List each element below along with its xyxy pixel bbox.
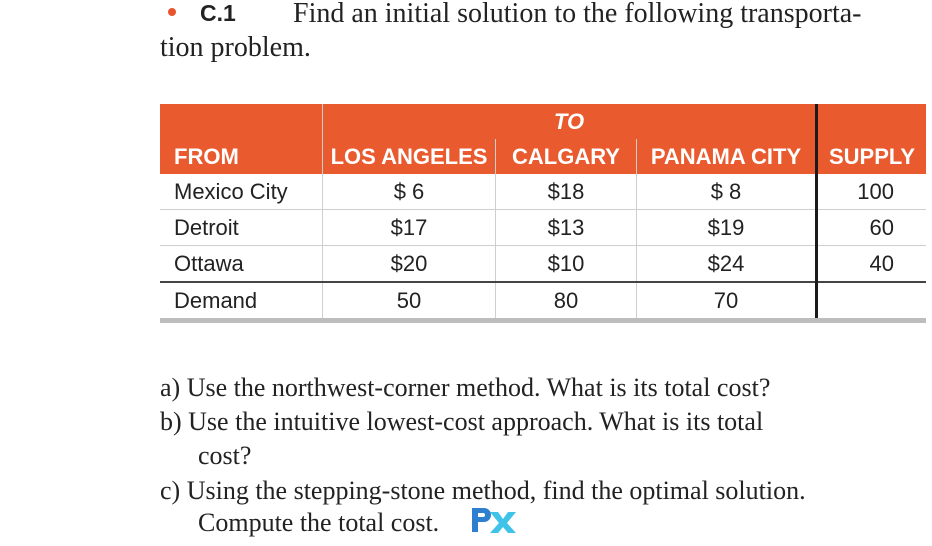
cost-cell: $10 [496, 246, 637, 283]
header-from: FROM [160, 139, 323, 174]
px-logo-icon [470, 504, 518, 534]
demand-cell: 50 [323, 282, 496, 321]
table-row [160, 246, 926, 283]
supply-cell: 100 [817, 174, 927, 210]
cost-cell: $24 [637, 246, 817, 283]
transportation-table [160, 104, 926, 323]
header-calgary: CALGARY [496, 139, 637, 174]
supply-cell: 40 [817, 246, 927, 283]
question-text-line1: Find an initial solution to the following transporta- [293, 0, 862, 29]
cost-cell: $17 [323, 210, 496, 246]
part-c-line1: c) Using the stepping-stone method, find the optimal solution. [160, 476, 806, 505]
header-los-angeles: LOS ANGELES [323, 139, 496, 174]
cost-cell: $ 6 [323, 174, 496, 210]
demand-label: Demand [160, 282, 323, 321]
demand-supply-cell [817, 282, 927, 321]
demand-cell: 70 [637, 282, 817, 321]
row-source: Ottawa [160, 246, 323, 283]
question-text-line2: tion problem. [160, 32, 311, 63]
part-b-line2: cost? [198, 441, 252, 470]
question-number: C.1 [200, 0, 236, 26]
cost-cell: $ 8 [637, 174, 817, 210]
cost-cell: $13 [496, 210, 637, 246]
header-panama-city: PANAMA CITY [637, 139, 817, 174]
cost-cell: $20 [323, 246, 496, 283]
supply-cell: 60 [817, 210, 927, 246]
bullet-icon [168, 8, 176, 16]
part-c-line2: Compute the total cost. [198, 508, 440, 537]
row-source: Mexico City [160, 174, 323, 210]
row-source: Detroit [160, 210, 323, 246]
to-label: TO [323, 104, 817, 139]
to-header-row [160, 104, 926, 139]
table-row [160, 174, 926, 210]
part-a: a) Use the northwest-corner method. What is its total cost? [160, 373, 771, 402]
cost-cell: $19 [637, 210, 817, 246]
part-b-line1: b) Use the intuitive lowest-cost approach. What is its total [160, 407, 764, 436]
demand-row [160, 282, 926, 321]
header-supply: SUPPLY [817, 139, 927, 174]
column-header-row [160, 139, 926, 174]
demand-cell: 80 [496, 282, 637, 321]
table-row [160, 210, 926, 246]
cost-cell: $18 [496, 174, 637, 210]
